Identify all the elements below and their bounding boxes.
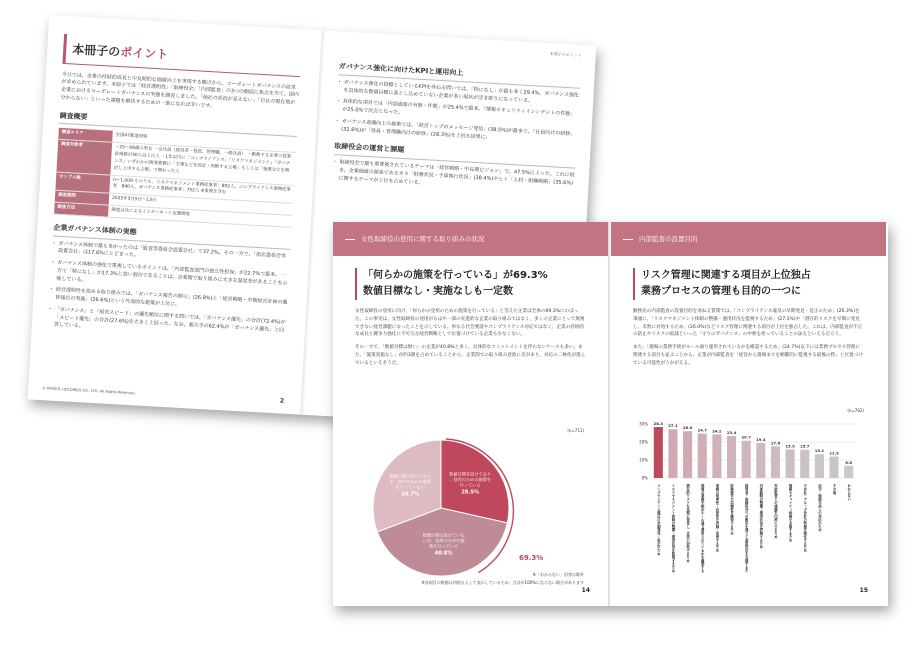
- category-label: 経営者・取締役会への報告を通じて意思決定を支援するた: [744, 484, 749, 573]
- content-card: [345, 256, 596, 606]
- bar: [786, 449, 795, 478]
- highlight-total: 69.3%: [519, 554, 544, 562]
- paragraph: 勤務先の内部監査の設置目的を尋ねる質問では、「コンプライアンス違反の早期発見・是正のため」(26.3%)を筆頭に、「リスクマネジメント体制の整備・運用状況を監視するため」(27.1%)や「潜在的リスクを早期に発見し、未然に対処するため」(26.0%)などリスク管理に関連する項目が上位を独占した。これは、内部監査が不正の防止やリスクの低減といった「守りのガバナンス」の中枢を担っていることの証左といえるだろう。: [633, 309, 863, 338]
- bar-value-label: 20.7: [741, 434, 751, 440]
- banner-title: 内部監査の設置目的: [639, 235, 698, 243]
- category-label: 潜在的リスクを早期に発見し、未然に対処するため: [685, 484, 690, 563]
- bar: [698, 434, 707, 478]
- headline-line-2: 数値目標なし・実施なしも一定数: [363, 286, 513, 297]
- page-15: [611, 222, 886, 606]
- category-label: リスクマネジメント体制の整備・運用状況を監視するため: [670, 484, 675, 573]
- overview-table: [54, 128, 296, 228]
- slice-label-line: ず、登用のための施策: [389, 479, 432, 485]
- table-key: 調査対象者: [56, 139, 112, 174]
- title-accent: ポイント: [119, 45, 169, 62]
- bar-value-label: 27.1: [668, 423, 678, 429]
- paragraph: 女性取締役の登用に向け、「何らかの登用のための施策を行っている」と答えた企業は全体の69.3%にのぼった。この事実は、女性取締役の登用がもはや一部の先進的な企業の取り組みではなく、多くの企業にとって無視できない経営課題になったことを示している。単なる社会要請やコンプライアンス対応ではなく、企業の持続的な成長と競争力強化に不可欠な経営戦略として位置づけている企業も少なくない。: [355, 309, 585, 338]
- bar: [668, 429, 677, 478]
- slice-value: 30.7%: [401, 491, 420, 498]
- category-label: その他: [832, 484, 837, 495]
- table-value: 全国47都道府県: [112, 131, 296, 153]
- paragraph: また、「現場の業務手続がルール通り運用されているかを確認するため」(24.7%)以下には業務プロセス管理に関連する項目も並ぶことから、企業が内部監査を「経営から現場までを網羅的に監視する最後の砦」と位置づけている可能性がうかがえる。: [633, 345, 863, 366]
- bar: [683, 431, 692, 478]
- pie-chart: [345, 434, 596, 584]
- headline-line-1: リスク管理に関連する項目が上位独占: [641, 270, 811, 281]
- bullet-list: [335, 79, 580, 147]
- section1-heading: ガバナンス強化に向けたKPIと運用向上: [338, 61, 580, 88]
- page-number: 15: [859, 587, 868, 594]
- category-label: 情報セキュリティ体制を点検するため: [788, 484, 793, 542]
- bar-value-label: 6.8: [845, 459, 853, 465]
- category-label: 業務の効率性・有効性を評価・改善するため: [714, 484, 719, 552]
- banner-title: 女性取締役の登用に関する取り組みの状況: [361, 235, 485, 243]
- title-prefix: 本冊子の: [71, 42, 121, 60]
- bar: [727, 436, 736, 478]
- bar-value-label: 13.2: [814, 448, 825, 454]
- bar-value-label: 17.6: [770, 440, 781, 446]
- list-item: ・ 経営透明性を高める取り組みでは、「ガバナンス報告の開示」(26.8%)と「経営戦略・中期経営計画の進捗報告の実施」(26.6%)という外部的な施策が上位に。: [49, 287, 287, 316]
- overview-heading: 調査概要: [59, 110, 297, 137]
- bar: [712, 434, 721, 478]
- slice-label-line: 数値目標は設けておら: [389, 473, 432, 479]
- bar: [742, 441, 751, 478]
- bar: [756, 443, 765, 478]
- category-label: わからない: [846, 484, 851, 501]
- sample-size: (n=711): [567, 428, 584, 433]
- slice-label-line: 、登用のための施策を: [449, 477, 492, 483]
- bar-value-label: 24.7: [697, 427, 707, 433]
- page-number: 2: [279, 397, 285, 405]
- running-header: 本冊子のポイント: [549, 51, 582, 58]
- section2-heading: 取締役会の運営と課題: [334, 141, 576, 168]
- slice-label-line: 数値目標は設けていな: [422, 532, 465, 538]
- intro-text: 今日では、企業の持続的成長と中長期的な価値向上を実現する観点から、コーポレートガバナンスの改革が求められています。本冊子では「経営透明性」「取締役会」「内部監査」の3つの側面に焦点を当て、国内企業におけるコーポレートガバナンスの実態を調査しました。「他社の状況が見えない」「自社の現在地が分からない」といった課題を解決するための一助になれば幸いです。: [60, 71, 299, 110]
- section-banner: [611, 222, 886, 256]
- sample-size: (n=762): [847, 408, 864, 413]
- list-item: ・ ガバナンス強化の指標としているKPIを尋ねる問いでは、「特になし」が最も多く29.4%。ガバナンス強化を具体的な数値目標に落とし込めていない企業が多い現状が浮き彫りになっている。: [337, 79, 579, 108]
- front-page-spread: [333, 222, 888, 606]
- category-label: 内部統制の整備・運用状況を評価するため: [758, 484, 763, 549]
- category-label: 財務報告の信頼性を確保するため: [729, 484, 734, 535]
- category-label: 外部監査との連携を円滑にするため: [773, 484, 778, 539]
- slice-label-line: 行っている: [459, 482, 481, 488]
- slice-label-line: 数値目標を設けており: [449, 471, 492, 477]
- category-label: 現場の業務手続がルール通り運用されているかを確認する: [700, 484, 705, 573]
- paragraph: その一方で、「数値目標は無い」の企業が40.8%と多く、具体的なコミットメントを伴わないケースも多い。また、「施策実施なし」が約3割を占めていることから、企業間での取り組み意欲に差があり、対応の二極化が進んでいるといえそうだ。: [355, 345, 586, 366]
- copyright: © PERSOL HOLDINGS CO., LTD. All Rights Reserved.: [42, 386, 136, 396]
- table-value: 2025年3月5日～13日: [109, 193, 293, 215]
- list-item: ・ 取締役会で最も重要視されているテーマは「経営戦略・中長期ビジョン」で、47.5%に上った。これに続き、企業価値の源泉であるカネ「財務状況・予算執行状況」(38.4%)やヒト「人材・組織戦略」(35.6%)に関するテーマが上位を占めている。: [332, 159, 575, 196]
- bar-value-label: 15.9: [785, 443, 795, 449]
- headline: [355, 268, 586, 300]
- table-key: 調査期間: [55, 190, 110, 205]
- list-item: ・ 具体的な項目では「内部通報の有無・件数」が25.4%で最多。「情報セキュリティインシデントの件数」が25.0%で次点となった。: [336, 99, 578, 128]
- headline: [633, 268, 864, 300]
- bar-value-label: 19.4: [756, 437, 766, 443]
- page-14: [333, 222, 608, 606]
- page-number: 14: [581, 587, 590, 594]
- bar: [771, 446, 780, 478]
- category-label: コンプライアンス違反の早期発見・是正のため: [656, 484, 661, 556]
- y-tick-label: 30%: [639, 421, 648, 427]
- list-item: ・ ガバナンス意識向上の施策では、「経営トップのメッセージ発信」(38.5%)が最多で、「社員向けの研修」(32.6%)が「役員・管理職向けの研修」(28.3%)を上回る結果に。: [335, 118, 577, 147]
- section-banner: [333, 222, 608, 256]
- bar-value-label: 15.7: [800, 443, 810, 449]
- headline-line-1: 「何らかの施策を行っている」が69.3%: [363, 270, 548, 281]
- content-card: [623, 256, 874, 606]
- bar-value-label: 24.2: [712, 428, 722, 434]
- slice-label-line: も行っていない: [395, 484, 425, 490]
- list-item: ・ 「ガバナンス」と「経営スピード」の優先順位に関する問いでは、「ガバナンス優先」の合計(72.4%)が「スピード優先」の合計(27.6%)を大きく上回った。なお、超大手の62.4%が「ガバナンス優先」と回答している。: [48, 306, 287, 342]
- slice-value: 28.5%: [461, 489, 480, 496]
- body-text: [633, 308, 864, 368]
- bar-chart: [623, 414, 874, 604]
- category-label: 法令・規制当局への対応のため: [817, 484, 822, 532]
- page-title: [62, 34, 301, 77]
- table-value: ・25～69歳の男女 ・会社員（経営者・役員、管理職、一般社員） ・勤務する企業の従業員規模が30人以上の人 ・1年以内に「コンプライアンス」「リスクマネジメント」「ガバナンス」いずれかの関連業務に「主導などを決定・判断する立場」もしくは「施策などを検討し上申する立場」で関わった人: [110, 142, 296, 185]
- headline-line-2: 業務プロセスの管理も目的の一つに: [641, 286, 801, 297]
- bar: [844, 466, 853, 478]
- bar: [829, 457, 838, 478]
- bar-value-label: 11.9: [829, 450, 839, 456]
- bar-value-label: 26.0: [682, 425, 693, 431]
- table-key: 調査方法: [54, 202, 109, 217]
- table-value: 調査会社によるインターネット定量調査: [108, 205, 292, 227]
- slice-label-line: 策を行っている: [428, 543, 459, 549]
- bar-value-label: 28.3: [653, 421, 664, 427]
- slice-label-line: いが、登用のための施: [422, 537, 465, 543]
- y-tick-label: 20%: [639, 439, 648, 445]
- table-key: 調査エリア: [58, 128, 113, 142]
- list-item: ・ ガバナンス体制の強化で重視しているポイントは、「内部監査部門の独立性担保」が22.7%で最多。一方で「特になし」が17.3%と高い割合であることは、企業間で取り組みに大きな温度差があることを示唆している。: [50, 260, 289, 296]
- y-tick-label: 0%: [641, 475, 648, 481]
- body-text: [355, 308, 586, 368]
- footnote: ※「わからない」回答は除外: [532, 572, 584, 577]
- table-value: n＝1,009 そのうち、リスクマネジメント業務従事者：802人、コンプライアンス業務従事者：840人、ガバナンス業務従事者：752人 ※重複を含む: [109, 175, 294, 204]
- bar: [654, 427, 663, 478]
- table-key: サンプル数: [55, 172, 110, 194]
- bar: [815, 454, 824, 478]
- category-label: 子会社・グループ会社の管理を強化するため: [802, 484, 807, 552]
- page-2: [28, 15, 319, 414]
- section-heading: 企業ガバナンス体制の実態: [53, 222, 291, 249]
- bar: [800, 450, 809, 478]
- bar-value-label: 23.4: [726, 429, 737, 435]
- slice-value: 40.8%: [434, 550, 453, 557]
- list-item: ・ ガバナンス体制で最も多かったのは「監査等委員会設置会社」で37.2%。その一方で、「指名委員会等設置会社」は17.6%にとどまった。: [52, 240, 290, 269]
- bullet-list: [48, 240, 291, 343]
- y-tick-label: 10%: [639, 457, 648, 463]
- footnote: ※各項目の数値は四捨五入して表示しているため、合計が100%にならない場合があります: [421, 580, 584, 585]
